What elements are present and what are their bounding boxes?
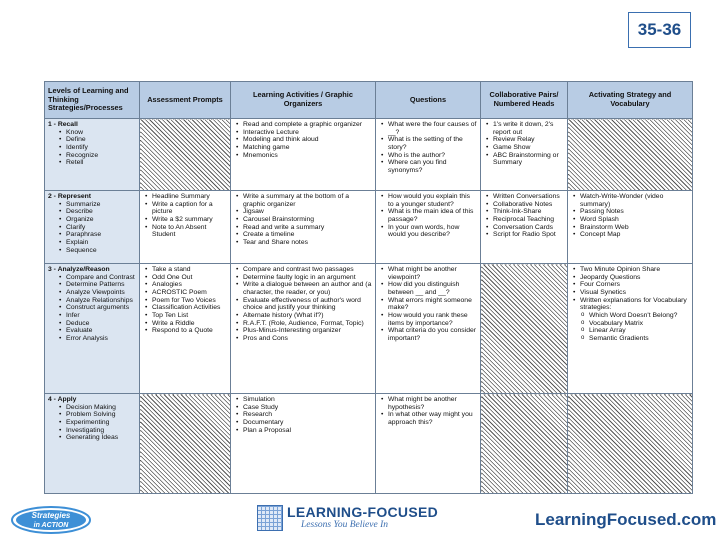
header-activating: Activating Strategy and Vocabulary: [568, 82, 693, 119]
level-item: • Know: [48, 129, 136, 137]
activities-item: • Read and complete a graphic organizer: [234, 121, 372, 129]
collaborative-cell: [481, 119, 568, 191]
level-cell: [45, 191, 140, 264]
header-questions: Questions: [376, 82, 481, 119]
level-item: • Infer: [48, 312, 136, 320]
collaborative-item: • Collaborative Notes: [484, 201, 564, 209]
table-row: [45, 191, 693, 264]
questions-cell: [376, 119, 481, 191]
collaborative-item: • Think-Ink-Share: [484, 208, 564, 216]
activities-cell: [231, 264, 376, 394]
level-item: • Generating Ideas: [48, 434, 136, 442]
activities-cell: [231, 119, 376, 191]
svg-text:Strategies: Strategies: [31, 511, 71, 520]
questions-item: • What criteria do you consider important?: [379, 327, 477, 342]
learning-focused-grid-icon: [257, 505, 283, 531]
activities-item: • Plan a Proposal: [234, 427, 372, 435]
collaborative-item: • Game Show: [484, 144, 564, 152]
questions-cell: [376, 264, 481, 394]
level-item: • Experimenting: [48, 419, 136, 427]
level-cell: [45, 394, 140, 494]
activities-item: • Write a dialogue between an author and (a character, the reader, or you): [234, 281, 372, 296]
header-activities: Learning Activities / Graphic Organizers: [231, 82, 376, 119]
empty-hatched-cell: [140, 394, 231, 494]
level-cell: [45, 264, 140, 394]
activities-item: • Documentary: [234, 419, 372, 427]
activities-item: • Read and write a summary: [234, 224, 372, 232]
header-levels: Levels of Learning and Thinking Strategies/Processes: [45, 82, 140, 119]
activities-item: • Alternate history (What if?): [234, 312, 372, 320]
activating-item: • Passing Notes: [571, 208, 689, 216]
assessment-item: • Write a Riddle: [143, 320, 227, 328]
level-cell: [45, 119, 140, 191]
level-item: • Recognize: [48, 152, 136, 160]
collaborative-item: • Review Relay: [484, 136, 564, 144]
table-row: [45, 119, 693, 191]
activities-item: • Compare and contrast two passages: [234, 266, 372, 274]
table-header-row: [45, 82, 693, 119]
questions-item: • What is the main idea of this passage?: [379, 208, 477, 223]
website-link[interactable]: LearningFocused.com: [535, 510, 717, 529]
vocabulary-strategy-item: o Semantic Gradients: [571, 335, 689, 343]
assessment-item: • Classification Activities: [143, 304, 227, 312]
table-row: [45, 394, 693, 494]
questions-item: • In your own words, how would you describe?: [379, 224, 477, 239]
collaborative-item: • Conversation Cards: [484, 224, 564, 232]
assessment-cell: [140, 264, 231, 394]
assessment-item: • Write a $2 summary: [143, 216, 227, 224]
collaborative-cell: [481, 191, 568, 264]
empty-hatched-cell: [481, 264, 568, 394]
activities-item: • Case Study: [234, 404, 372, 412]
activating-item: • Word Splash: [571, 216, 689, 224]
level-item: • Retell: [48, 159, 136, 167]
level-item: • Paraphrase: [48, 231, 136, 239]
level-item: • Compare and Contrast: [48, 274, 136, 282]
vocabulary-strategy-item: o Which Word Doesn't Belong?: [571, 312, 689, 320]
level-item: • Determine Patterns: [48, 281, 136, 289]
collaborative-item: • Script for Radio Spot: [484, 231, 564, 239]
activities-item: • Research: [234, 411, 372, 419]
activities-item: • Interactive Lecture: [234, 129, 372, 137]
level-item: • Summarize: [48, 201, 136, 209]
activating-item: • Watch-Write-Wonder (video summary): [571, 193, 689, 208]
questions-item: • What might be another viewpoint?: [379, 266, 477, 281]
svg-text:in ACTION: in ACTION: [33, 522, 69, 529]
activating-item: • Brainstorm Web: [571, 224, 689, 232]
questions-item: • What is the setting of the story?: [379, 136, 477, 151]
header-assessment: Assessment Prompts: [140, 82, 231, 119]
activities-item: • Matching game: [234, 144, 372, 152]
level-item: • Error Analysis: [48, 335, 136, 343]
level-item: • Deduce: [48, 320, 136, 328]
empty-hatched-cell: [481, 394, 568, 494]
level-item: • Investigating: [48, 427, 136, 435]
questions-item: • What might be another hypothesis?: [379, 396, 477, 411]
questions-item: • Where can you find synonyms?: [379, 159, 477, 174]
table-row: [45, 264, 693, 394]
activities-item: • Determine faulty logic in an argument: [234, 274, 372, 282]
level-title: 3 - Analyze/Reason: [48, 266, 110, 273]
activating-cell: [568, 191, 693, 264]
activities-item: • Create a timeline: [234, 231, 372, 239]
level-item: • Decision Making: [48, 404, 136, 412]
assessment-cell: [140, 191, 231, 264]
activities-item: • Jigsaw: [234, 208, 372, 216]
activities-item: • Write a summary at the bottom of a graphic organizer: [234, 193, 372, 208]
assessment-item: • ACROSTIC Poem: [143, 289, 227, 297]
questions-item: • How would you rank these items by importance?: [379, 312, 477, 327]
assessment-item: • Take a stand: [143, 266, 227, 274]
questions-item: • In what other way might you approach this?: [379, 411, 477, 426]
header-collaborative: Collaborative Pairs/ Numbered Heads: [481, 82, 568, 119]
activities-cell: [231, 191, 376, 264]
strategy-matrix-table: [44, 81, 693, 494]
questions-item: • What errors might someone make?: [379, 297, 477, 312]
questions-cell: [376, 191, 481, 264]
collaborative-item: • Reciprocal Teaching: [484, 216, 564, 224]
empty-hatched-cell: [568, 394, 693, 494]
assessment-item: • Headline Summary: [143, 193, 227, 201]
activating-item: • Jeopardy Questions: [571, 274, 689, 282]
activities-item: • Simulation: [234, 396, 372, 404]
questions-item: • How did you distinguish between __ and __?: [379, 281, 477, 296]
learning-focused-tagline: Lessons You Believe In: [301, 520, 388, 530]
level-item: • Analyze Viewpoints: [48, 289, 136, 297]
empty-hatched-cell: [568, 119, 693, 191]
assessment-item: • Poem for Two Voices: [143, 297, 227, 305]
level-title: 1 - Recall: [48, 121, 78, 128]
level-item: • Describe: [48, 208, 136, 216]
activities-item: • Plus-Minus-Interesting organizer: [234, 327, 372, 335]
assessment-item: • Odd One Out: [143, 274, 227, 282]
empty-hatched-cell: [140, 119, 231, 191]
questions-item: • What were the four causes of __?: [379, 121, 477, 136]
level-title: 4 - Apply: [48, 396, 77, 403]
activating-item: • Visual Synetics: [571, 289, 689, 297]
strategies-in-action-logo: [10, 505, 92, 535]
questions-item: • How would you explain this to a younger student?: [379, 193, 477, 208]
learning-focused-logo-text: LEARNING-FOCUSED: [287, 504, 439, 520]
level-item: • Analyze Relationships: [48, 297, 136, 305]
assessment-item: • Analogies: [143, 281, 227, 289]
level-title: 2 - Represent: [48, 193, 92, 200]
collaborative-item: • Written Conversations: [484, 193, 564, 201]
collaborative-item: • 1's write it down, 2's report out: [484, 121, 564, 136]
level-item: • Evaluate: [48, 327, 136, 335]
level-item: • Explain: [48, 239, 136, 247]
activities-cell: [231, 394, 376, 494]
level-item: • Define: [48, 136, 136, 144]
page-number-badge: 35-36: [628, 12, 691, 48]
level-item: • Construct arguments: [48, 304, 136, 312]
level-item: • Organize: [48, 216, 136, 224]
questions-item: • Who is the author?: [379, 152, 477, 160]
activities-item: • Carousel Brainstorming: [234, 216, 372, 224]
activities-item: • R.A.F.T. (Role, Audience, Format, Topic): [234, 320, 372, 328]
vocabulary-strategy-item: o Vocabulary Matrix: [571, 320, 689, 328]
assessment-item: • Note to An Absent Student: [143, 224, 227, 239]
assessment-item: • Top Ten List: [143, 312, 227, 320]
activating-item: • Concept Map: [571, 231, 689, 239]
activities-item: • Tear and Share notes: [234, 239, 372, 247]
level-item: • Clarify: [48, 224, 136, 232]
activities-item: • Modeling and think aloud: [234, 136, 372, 144]
level-item: • Identify: [48, 144, 136, 152]
questions-cell: [376, 394, 481, 494]
collaborative-item: • ABC Brainstorming or Summary: [484, 152, 564, 167]
activities-item: • Mnemonics: [234, 152, 372, 160]
activating-item: • Written explanations for Vocabulary strategies:: [571, 297, 689, 312]
activating-item: • Two Minute Opinion Share: [571, 266, 689, 274]
activities-item: • Pros and Cons: [234, 335, 372, 343]
level-item: • Problem Solving: [48, 411, 136, 419]
level-item: • Sequence: [48, 247, 136, 255]
assessment-item: • Respond to a Quote: [143, 327, 227, 335]
activities-item: • Evaluate effectiveness of author's word choice and justify your thinking: [234, 297, 372, 312]
vocabulary-strategy-item: o Linear Array: [571, 327, 689, 335]
activating-cell: [568, 264, 693, 394]
assessment-item: • Write a caption for a picture: [143, 201, 227, 216]
activating-item: • Four Corners: [571, 281, 689, 289]
